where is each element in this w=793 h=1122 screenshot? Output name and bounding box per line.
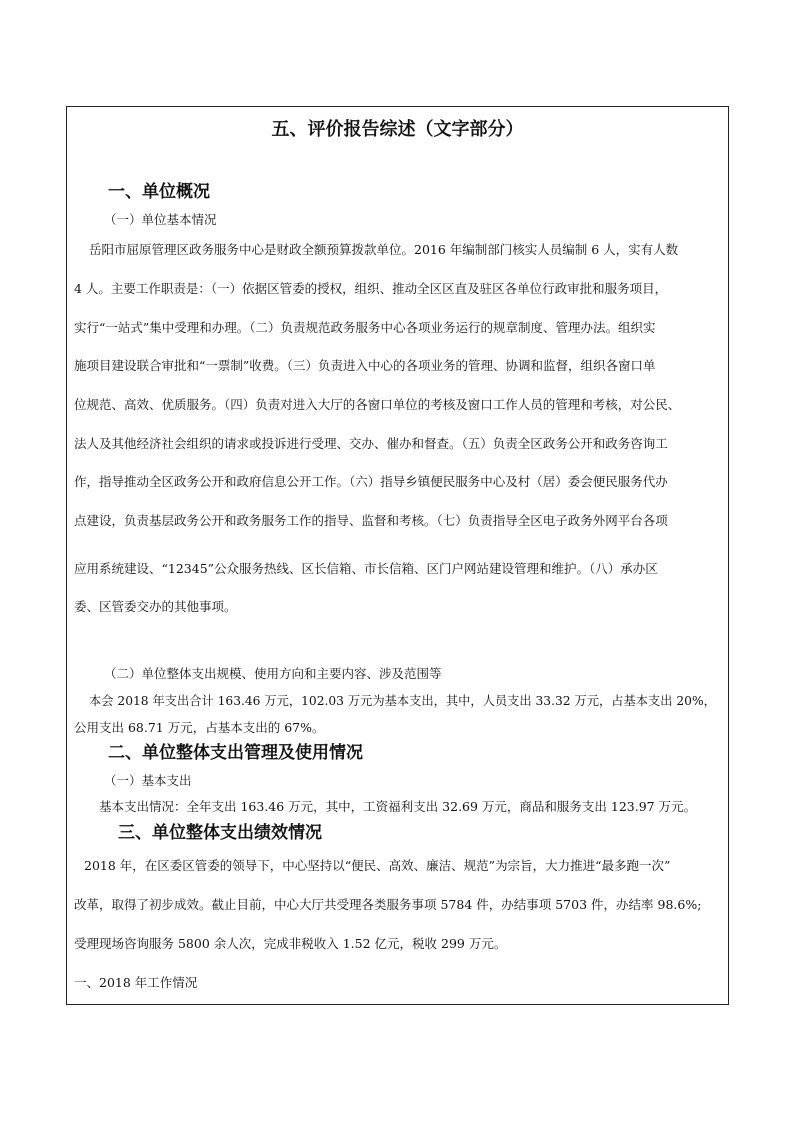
paragraph-line: 施项目建设联合审批和“一票制”收费。（三）负责进入中心的各项业务的管理、协调和监督，组织各窗口单 [74, 358, 656, 373]
paragraph-line: 4 人。主要工作职责是：（一）依据区管委的授权，组织、推动全区区直及驻区各单位行政审批和服务项目， [74, 281, 668, 296]
paragraph-line: 实行“一站式”集中受理和办理。（二）负责规范政务服务中心各项业务运行的规章制度、管理办法。组织实 [74, 320, 656, 335]
report-title: 五、评价报告综述（文字部分） [271, 119, 524, 140]
paragraph-line: 点建设，负责基层政务公开和政务服务工作的指导、监督和考核。（七）负责指导全区电子政务外网平台各项 [74, 513, 668, 528]
subheading-expenditure-scope: （二）单位整体支出规模、使用方向和主要内容、涉及范围等 [104, 666, 442, 681]
paragraph-line: 作，指导推动全区政务公开和政府信息公开工作。（六）指导乡镇便民服务中心及村（居）委会便民服务代办 [74, 474, 668, 489]
paragraph-line: 位规范、高效、优质服务。（四）负责对进入大厅的各窗口单位的考核及窗口工作人员的管理和考核，对公民、 [74, 397, 681, 412]
paragraph-line: 公用支出 68.71 万元，占基本支出的 67%。 [74, 720, 325, 735]
section-heading-unit-overview: 一、单位概况 [108, 182, 210, 202]
paragraph-line: 基本支出情况：全年支出 163.46 万元，其中，工资福利支出 32.69 万元，商品和服务支出 123.97 万元。 [99, 799, 697, 814]
paragraph-line: 岳阳市屈原管理区政务服务中心是财政全额预算拨款单位。2016 年编制部门核实人员编制 6 人，实有人数 [89, 242, 679, 257]
paragraph-line: 应用系统建设、“12345”公众服务热线、区长信箱、市长信箱、区门户网站建设管理和维护。（八）承办区 [74, 561, 658, 576]
paragraph-line: 法人及其他经济社会组织的请求或投诉进行受理、交办、催办和督查。（五）负责全区政务公开和政务咨询工 [74, 436, 668, 451]
subheading-2018-work: 一、2018 年工作情况 [74, 975, 198, 990]
paragraph-line: 2018 年，在区委区管委的领导下，中心坚持以“便民、高效、廉洁、规范”为宗旨，大力推进“最多跑一次” [84, 858, 671, 873]
subheading-basic-expenditure: （一）基本支出 [104, 773, 192, 788]
section-heading-expenditure-management: 二、单位整体支出管理及使用情况 [108, 743, 363, 763]
paragraph-line: 受理现场咨询服务 5800 余人次，完成非税收入 1.52 亿元，税收 299 万元。 [74, 936, 507, 951]
paragraph-line: 本会 2018 年支出合计 163.46 万元，102.03 万元为基本支出，其中，人员支出 33.32 万元，占基本支出 20%， [89, 694, 716, 708]
paragraph-line: 改革，取得了初步成效。截止目前，中心大厅共受理各类服务事项 5784 件，办结事项 5703 件，办结率 98.6%; [74, 897, 702, 912]
section-heading-performance: 三、单位整体支出绩效情况 [118, 823, 322, 843]
paragraph-line: 委、区管委交办的其他事项。 [74, 599, 237, 614]
subheading-basic-info: （一）单位基本情况 [104, 212, 217, 227]
